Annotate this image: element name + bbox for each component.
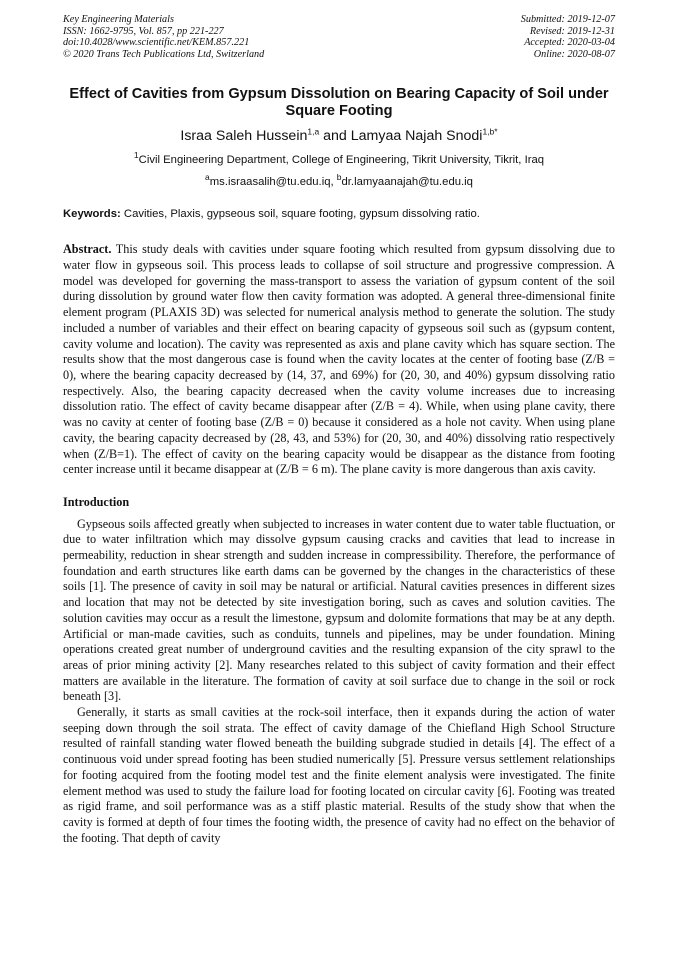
email-line bbox=[63, 172, 615, 189]
email-a[interactable]: ms.israasalih@tu.edu.iq, bbox=[209, 176, 337, 189]
author-1: Israa Saleh Hussein bbox=[180, 128, 308, 145]
affiliation-text: Civil Engineering Department, College of Engineering, Tikrit University, Tikrit, Iraq bbox=[138, 154, 545, 167]
doi[interactable]: doi:10.4028/www.scientific.net/KEM.857.221 bbox=[63, 37, 250, 49]
abstract-label: Abstract. bbox=[63, 242, 112, 257]
abstract bbox=[63, 242, 615, 478]
email-b-sup: b bbox=[336, 172, 342, 183]
keywords-label: Keywords: bbox=[63, 208, 121, 221]
author-2: Lamyaa Najah Snodi bbox=[350, 128, 483, 145]
accepted-date: Accepted: 2020-03-04 bbox=[524, 37, 615, 49]
author-conj: and bbox=[319, 128, 351, 145]
publication-header bbox=[63, 14, 615, 60]
journal-name: Key Engineering Materials bbox=[63, 14, 174, 25]
author-line bbox=[63, 128, 615, 145]
affiliation-sup: 1 bbox=[133, 150, 139, 161]
intro-paragraph-1: Gypseous soils affected greatly when subjected to increases in water content due to water table fluctuation, or due to water infiltration which may dissolve gypsum causing cracks and cavities that lead to increase in permeability, reduction in shear strength and sudden increase in compressibility. Therefore, the performance of foundation and earth structures like earth dams can be governed by the changes in the characteristics of these soils [1]. The presence of cavity in soil may be natural or artificial. Natural cavities presences in different sizes and location that may not be detected by site investigation boring, such as caves and solution cavities. The solution cavities may occur as a result the limestone, gypsum and dolomite formations that may be at any depth. Artificial or man-made cavities, such as conduits, tunnels and pipelines, may be under foundation. Mining operations created great number of underground cavities and the resulting expansion of the city sprawl to the areas of prior mining activity [2]. Many researches related to this subject of cavity formation and their effect matters are available in the literature. The formation of cavity at soil surface due to change in the soil or rock beneath [3]. bbox=[63, 516, 615, 704]
author-1-sup: 1,a bbox=[307, 126, 320, 137]
copyright: © 2020 Trans Tech Publications Ltd, Switzerland bbox=[63, 48, 265, 60]
abstract-text: This study deals with cavities under square footing which resulted from gypsum dissolving due to water flow in gypseous soil. This process leads to collapse of soil structure and progressive compression. A model was developed for governing the mass-transport to assess the variation of gypsum content of the soil during dissolution by ground water flow then cavity formation was adopted. A general three-dimensional finite element program (PLAXIS 3D) was selected for numerical analysis method to generate the solution. The study included a number of variables and their effect on bearing capacity of gypseous soil such as (gypsum content, cavity volume and location). The cavity was represented as axis and plane cavity which has square section. The results show that the most dangerous case is found when the cavity locates at the center of footing base (Z/B = 0), where the bearing capacity decreased by (14, 37, and 69%) for (20, 30, and 40%) gypsum dissolving ratio respectively. Also, the bearing capacity decreased when the cavity volume increases due to increasing dissolution ratio. The effect of cavity became disappear after (Z/B = 4). While, when using plane cavity, there was no cavity at center of footing base (Z/B = 0) because it considered as a hole not cavity. When using plane cavity, the bearing capacity decreased by (28, 43, and 53%) for (20, 30, and 40%) dissolving ratio respectively when (Z/B=1). The effect of cavity on the bearing capacity would be disappear as the distance from footing center increase until it became disappear at (Z/B = 6 m). The plane cavity is more dangerous than axis cavity. bbox=[63, 242, 615, 477]
email-a-sup: a bbox=[205, 172, 210, 183]
author-2-sup: 1,b* bbox=[482, 126, 498, 137]
affiliation bbox=[63, 150, 615, 167]
section-heading-introduction: Introduction bbox=[63, 494, 130, 509]
online-date: Online: 2020-08-07 bbox=[533, 48, 615, 60]
revised-date: Revised: 2019-12-31 bbox=[529, 25, 615, 37]
email-b[interactable]: dr.lamyaanajah@tu.edu.iq bbox=[341, 176, 473, 189]
keywords bbox=[63, 207, 615, 221]
keywords-text: Cavities, Plaxis, gypseous soil, square footing, gypsum dissolving ratio. bbox=[120, 208, 480, 221]
submitted-date: Submitted: 2019-12-07 bbox=[520, 14, 615, 25]
paper-title: Effect of Cavities from Gypsum Dissolution on Bearing Capacity of Soil under Square Footing bbox=[69, 86, 609, 120]
issn: ISSN: 1662-9795, Vol. 857, pp 221-227 bbox=[63, 25, 224, 37]
journal-info bbox=[63, 14, 264, 60]
intro-paragraph-2: Generally, it starts as small cavities at the rock-soil interface, then it expands during the action of water seeping down through the soil strata. The effect of cavity damage of the Chiefland High School Structure resulted of rainfall standing water flowed beneath the building subgrade studied in details [4]. The effect of a continuous void under spread footing has been studied numerically [5]. Pressure versus settlement relationships for footing acquired from the footing model test and the finite element analysis were investigated. The finite element method was used to study the failure load for footing located on circular cavity [6]. Footing was treated as rigid frame, and soil performance was as a stiff plastic material. Results of the study show that when the cavity is formed at depth of four times the footing width, the presence of cavity had no effect on the behavior of the footing. That depth of cavity bbox=[63, 705, 615, 845]
dates-info bbox=[521, 14, 615, 60]
